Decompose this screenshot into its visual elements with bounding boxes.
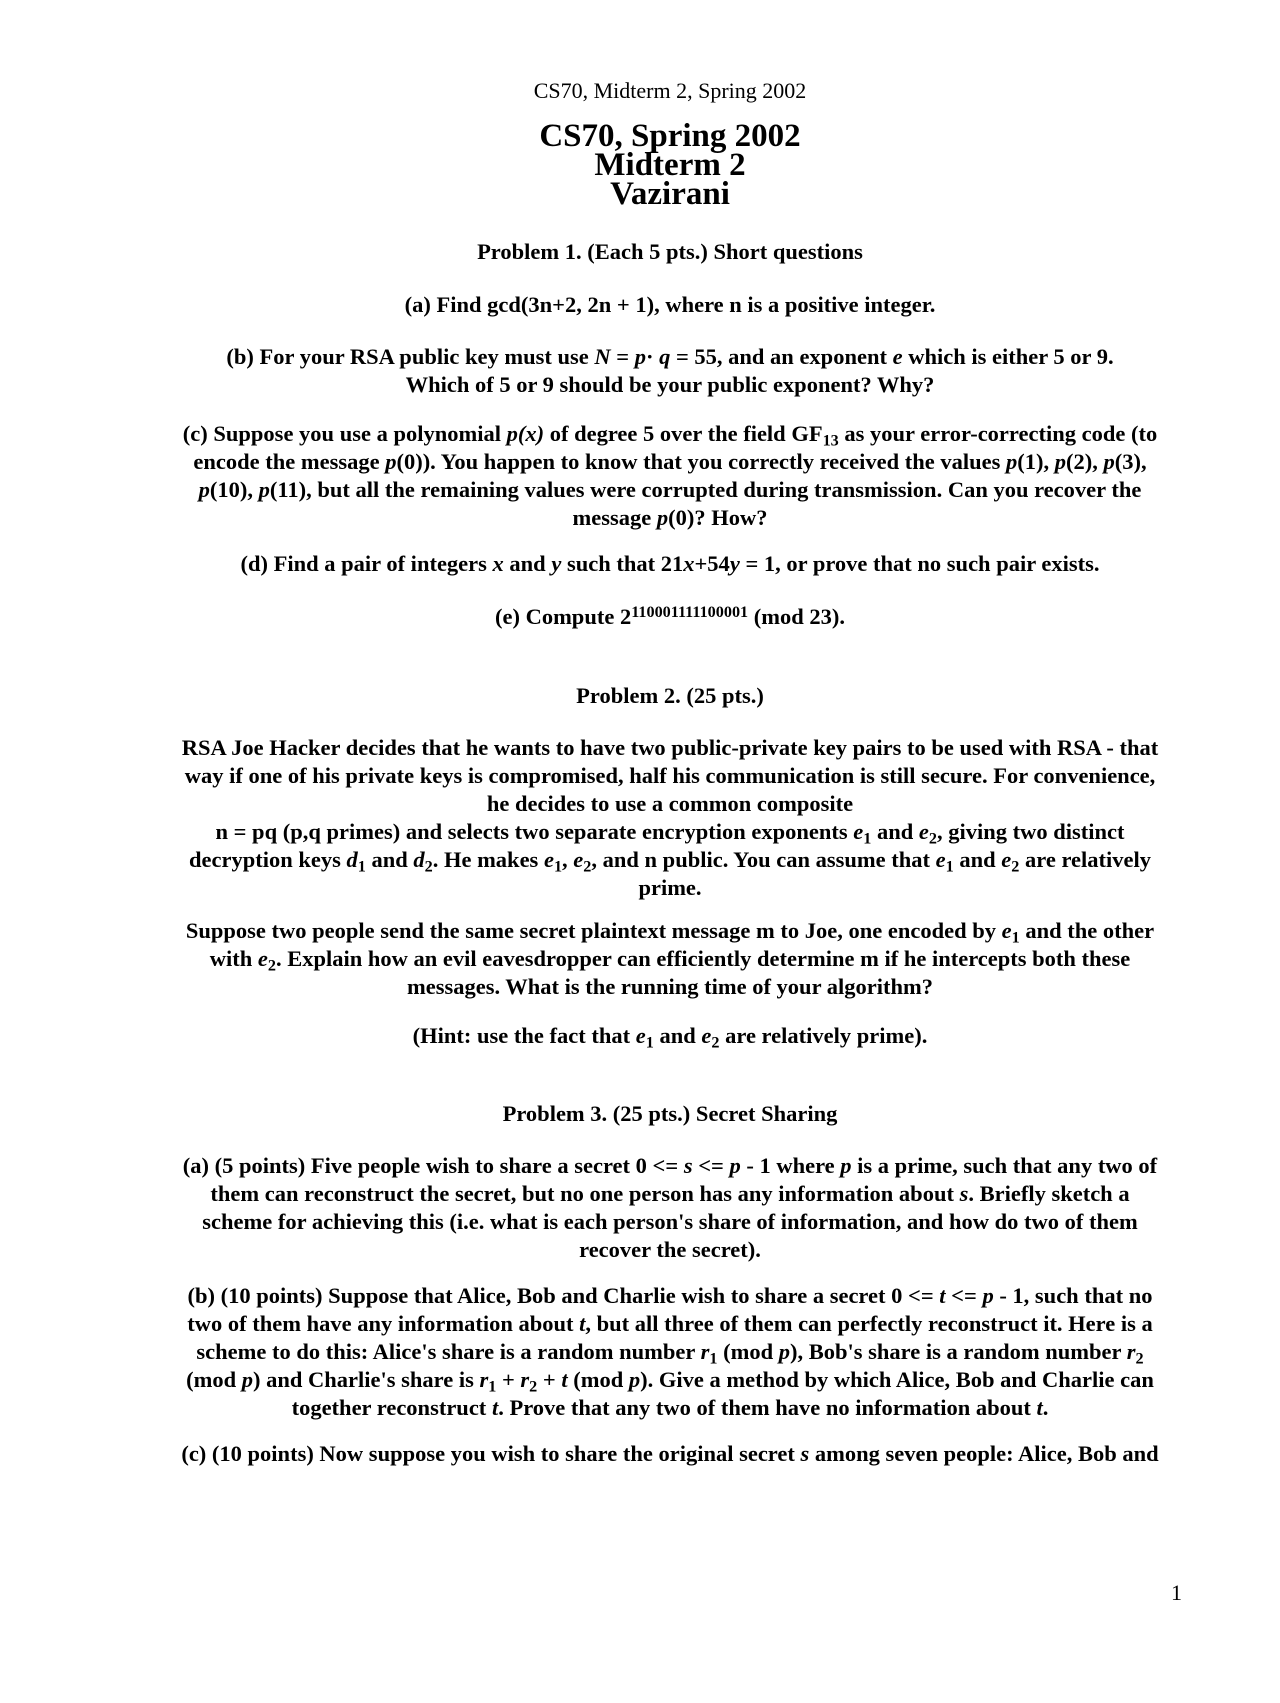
problem2-hint: (Hint: use the fact that $e_1$ and $e_2$ are relatively prime). (412, 1023, 928, 1052)
title-line-1: CS70, Spring 2002 (539, 118, 801, 154)
problem1-e: (e) Compute $2^{110001111100001}$ (mod 23). (494, 603, 846, 629)
problem1-heading: Problem 1. (Each 5 pts.) Short questions (477, 239, 863, 264)
title-line-3: Vazirani (610, 176, 730, 212)
problem1-a: (a) Find gcd(3n+2, 2n + 1), where n is a positive integer. (404, 292, 936, 317)
title-line-2: Midterm 2 (594, 147, 746, 183)
problem1-b: (b) For your RSA public key must use N = p· q = 55, and an exponent e which is either 5 or 9. Which of 5 or 9 should be your public exponent? Why? (226, 344, 1114, 397)
problem3-b: (b) (10 points) Suppose that Alice, Bob and Charlie wish to share a secret 0 <= t <= p - 1, such that no two of them have any information about t, but all three of them can perfectly reconstruct it. Here is a scheme to do this: Alice's share is a random number $r_1$ (mod p), Bob's share is a random number $r_2$ (mod p) and Charlie's share is $r_1 + r_2 + t$ (mod p). Give a method by which Alice, Bob and Charlie can together reconstruct t. Prove that any two of them have no information about t. (186, 1283, 1154, 1420)
problem1-c: (c) Suppose you use a polynomial p(x) of degree 5 over the field $GF_{13}$ as your error-correcting code (to encode the message p(0)). You happen to know that you correctly received the values p(1), p(2), p(3), p(10), p(11), but all the remaining values were corrupted during transmission. Can you recover the message p(0)? How? (182, 421, 1158, 530)
problem3-a: (a) (5 points) Five people wish to share a secret 0 <= s <= p - 1 where p is a prime, such that any two of them can reconstruct the secret, but no one person has any information about s. Briefly sketch a scheme for achieving this (i.e. what is each person's share of information, and how do two of them recover the secret). (182, 1153, 1158, 1262)
problem2-heading: Problem 2. (25 pts.) (576, 683, 764, 708)
problem2-paragraph-2: Suppose two people send the same secret plaintext message m to Joe, one encoded by $e_1$ and the other with $e_2$. Explain how an evil eavesdropper can efficiently determine m if he intercepts both these messages. What is the running time of your algorithm? (185, 918, 1155, 999)
page-number: 1 (1171, 1580, 1182, 1605)
problem3-c: (c) (10 points) Now suppose you wish to share the original secret s among seven people: Alice, Bob and (181, 1441, 1159, 1466)
problem1-d: (d) Find a pair of integers x and y such that 21x+54y = 1, or prove that no such pair exists. (240, 551, 1100, 576)
problem3-heading: Problem 3. (25 pts.) Secret Sharing (502, 1101, 838, 1126)
doc-title (150, 118, 1190, 212)
problem2-paragraph-1: RSA Joe Hacker decides that he wants to have two public-private key pairs to be used with RSA - that way if one of his private keys is compromised, half his communication is still secure. For convenience, he decides to use a common composite n = pq (p,q primes) and selects two separate encryption exponents $e_1$ and $e_2$, giving two distinct decryption keys $d_1$ and $d_2$. He makes $e_1$, $e_2$, and n public. You can assume that $e_1$ and $e_2$ are relatively prime. (181, 735, 1159, 900)
running-head: CS70, Midterm 2, Spring 2002 (533, 78, 807, 103)
